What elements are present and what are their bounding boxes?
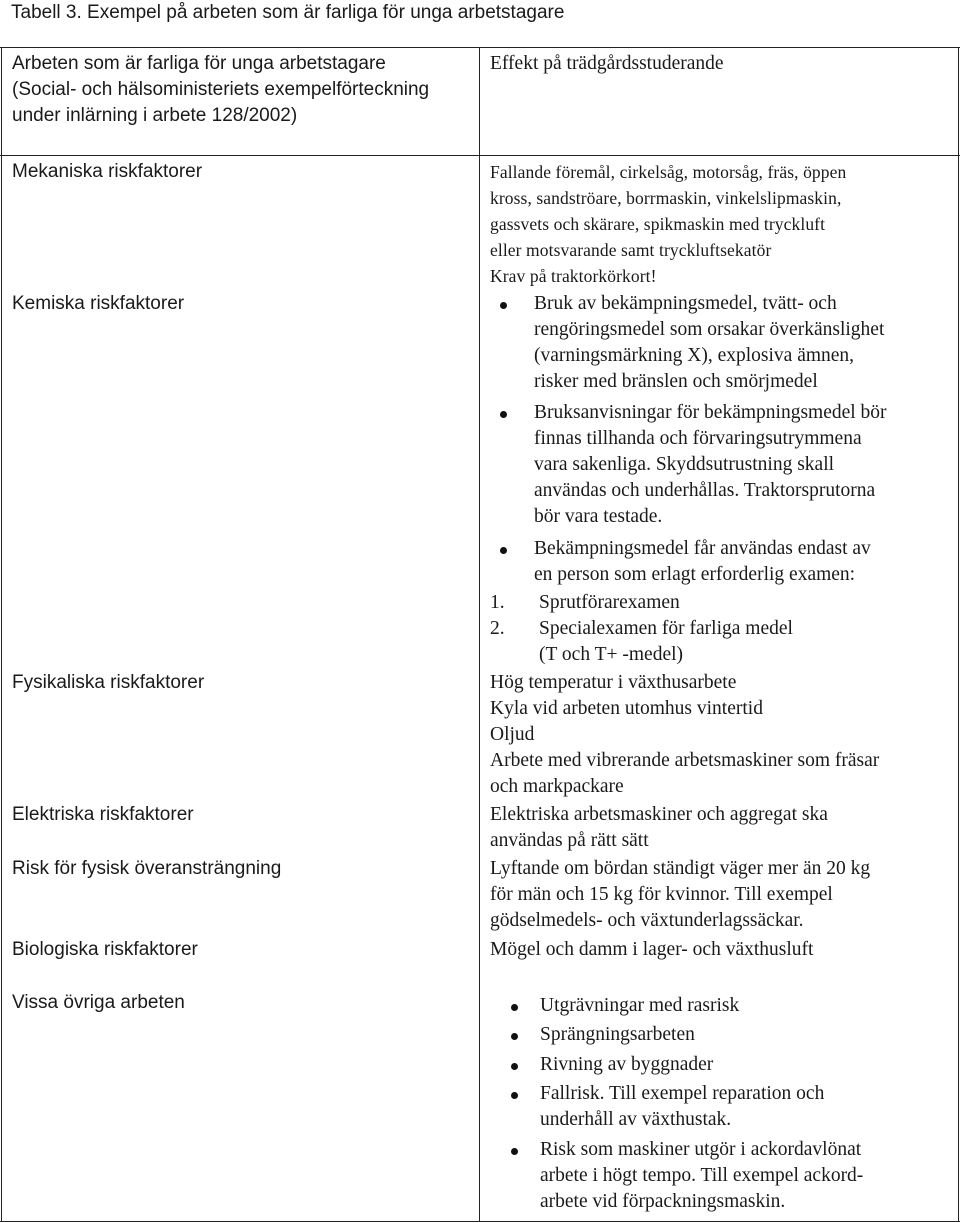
table-caption: Tabell 3. Exempel på arbeten som är farliga för unga arbetstagare (11, 2, 565, 23)
bullet-item: Sprängningsarbeten (540, 1024, 695, 1045)
bullet-icon (500, 302, 507, 309)
effect-line: för män och 15 kg för kvinnor. Till exempel (490, 884, 833, 905)
table-border-left (1, 47, 2, 1222)
effect-line: Elektriska arbetsmaskiner och aggregat ska (490, 804, 828, 825)
effect-line: Arbete med vibrerande arbetsmaskiner som fräsar (490, 750, 880, 771)
bullet-item: Rivning av byggnader (540, 1054, 714, 1075)
effect-line: användas på rätt sätt (490, 830, 649, 851)
effect-line: Oljud (490, 724, 535, 745)
effect-line: och markpackare (490, 776, 624, 797)
effect-kemiska (490, 291, 958, 671)
numbered-marker: 1. (490, 592, 505, 613)
effect-elektriska (490, 802, 828, 854)
effect-line: kross, sandströare, borrmaskin, vinkelslipmaskin, (490, 188, 842, 208)
bullet-icon (500, 547, 507, 554)
effect-line: gödselmedels- och växtunderlagssäckar. (490, 910, 804, 931)
bullet-icon (511, 1033, 518, 1040)
effect-line: eller motsvarande samt tryckluftsekatör (490, 240, 772, 260)
numbered-item: Specialexamen för farliga medel (T och T+ -medel) (539, 618, 793, 665)
bullet-item: Bekämpningsmedel får användas endast av en person som erlagt erforderlig examen: (534, 538, 871, 585)
header-left-line: Arbeten som är farliga för unga arbetstagare (12, 53, 386, 74)
bullet-item: Risk som maskiner utgör i ackordavlönat arbete i högt tempo. Till exempel ackord- arbete vid förpackningsmaskin. (540, 1139, 864, 1212)
category-mekaniska: Mekaniska riskfaktorer (12, 161, 203, 182)
table-column-divider (479, 47, 480, 1222)
header-left-line: under inlärning i arbete 128/2002) (12, 105, 298, 126)
header-right-text: Effekt på trädgårdsstuderande (490, 53, 724, 74)
effect-line: Kyla vid arbeten utomhus vintertid (490, 698, 763, 719)
table-header-divider (0, 155, 960, 156)
category-kemiska: Kemiska riskfaktorer (12, 293, 185, 314)
bullet-icon (511, 1148, 518, 1155)
bullet-icon (511, 1004, 518, 1011)
effect-line: Mögel och damm i lager- och växthusluft (490, 939, 814, 960)
bullet-icon (511, 1092, 518, 1099)
effect-line: Hög temperatur i växthusarbete (490, 672, 737, 693)
table-border-top (0, 47, 960, 48)
bullet-item: Bruksanvisningar för bekämpningsmedel bör finnas tillhanda och förvaringsutrymmena vara sakenliga. Skyddsutrustning skall användas och underhållas. Traktorsprutorna bör vara testade. (534, 402, 887, 527)
category-ovriga: Vissa övriga arbeten (12, 992, 185, 1013)
effect-fysikaliska (490, 670, 879, 800)
bullet-item: Fallrisk. Till exempel reparation och underhåll av växthustak. (540, 1083, 825, 1130)
category-fysikaliska: Fysikaliska riskfaktorer (12, 672, 205, 693)
header-left-cell (12, 51, 429, 129)
bullet-item: Bruk av bekämpningsmedel, tvätt- och rengöringsmedel som orsakar överkänslighet (varningsmärkning X), explosiva ämnen, risker med bränslen och smörjmedel (534, 293, 885, 392)
category-elektriska: Elektriska riskfaktorer (12, 804, 194, 825)
effect-biologiska (490, 937, 813, 963)
effect-mekaniska (490, 159, 846, 289)
effect-line: Lyftande om bördan ständigt väger mer än 20 kg (490, 858, 871, 879)
category-overansträngning: Risk för fysisk överansträngning (12, 858, 282, 879)
header-right-cell (490, 51, 724, 77)
bullet-icon (511, 1063, 518, 1070)
bullet-icon (500, 411, 507, 418)
numbered-marker: 2. (490, 618, 505, 639)
effect-line: Fallande föremål, cirkelsåg, motorsåg, fräs, öppen (490, 162, 847, 182)
table-border-right (958, 47, 959, 1222)
effect-ovriga (490, 993, 958, 1218)
effect-line: gassvets och skärare, spikmaskin med tryckluft (490, 214, 826, 234)
numbered-item: Sprutförarexamen (539, 592, 680, 613)
effect-line: Krav på traktorkörkort! (490, 266, 657, 286)
bullet-item: Utgrävningar med rasrisk (540, 995, 740, 1016)
table-border-bottom (0, 1221, 960, 1222)
effect-overansträngning (490, 856, 870, 934)
header-left-line: (Social- och hälsoministeriets exempelförteckning (12, 79, 430, 100)
category-biologiska: Biologiska riskfaktorer (12, 939, 198, 960)
